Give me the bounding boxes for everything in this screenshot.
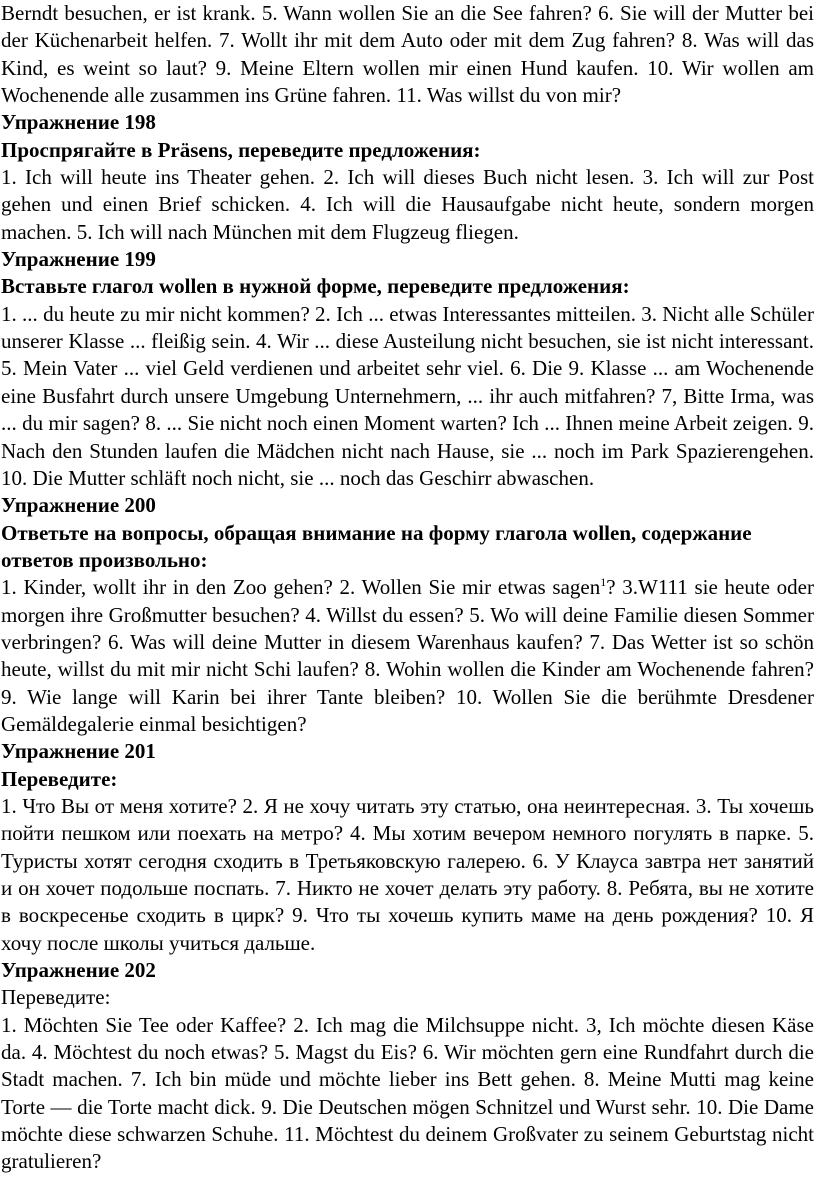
exercise-199-text: 1. ... du heute zu mir nicht kommen? 2. Ich ... etwas Interessantes mitteilen. 3. Nicht alle Schüler unserer Klasse ... fleißig sein. 4. Wir ... diese Austeilung nicht besuchen, sie ist nicht interessant. 5. Mein Vater ... viel Geld verdienen und arbeitet sehr viel. 6. Die 9. Klasse ... am Wochenende eine Busfahrt durch unsere Umgebung Unternehmern, ... ihr auch mitfahren? 7, Bitte Irma, was ... du mir sagen? 8. ... Sie nicht noch einen Moment warten? Ich ... Ihnen meine Arbeit zeigen. 9. Nach den Stunden laufen die Mädchen nicht nach Hause, sie ... noch im Park Spazierengehen. 10. Die Mutter schläft noch nicht, sie ... noch das Geschirr abwaschen.: [1, 301, 814, 490]
exercise-201-text: 1. Что Вы от меня хотите? 2. Я не хочу читать эту статью, она неинтересная. 3. Ты хочешь пойти пешком или поехать на метро? 4. Мы хотим вечером немного погулять в парке. 5. Туристы хотят сегодня сходить в Третьяковскую галерею. 6. У Клауса завтра нет занятий и он хочет подольше поспать. 7. Никто не хочет делать эту работу. 8. Ребята, вы не хотите в воскресенье сходить в цирк? 9. Что ты хочешь купить маме на день рождения? 10. Я хочу после школы учиться дальше.: [1, 793, 814, 955]
exercise-200-text-part-b: ? 3.W111 sie heute oder morgen ihre Großmutter besuchen? 4. Willst du essen? 5. Wo will deine Familie diesen Sommer verbringen? 6. Was will deine Mutter in diesem Warenhaus kaufen? 7. Das Wetter ist so schön heute, willst du mit mir nicht Schi laufen? 8. Wohin wollen die Kinder am Wochenende fahren? 9. Wie lange will Karin bei ihrer Tante bleiben? 10. Wollen Sie die berühmte Dresdener Gemäldegalerie einmal besichtigen?: [1, 575, 814, 736]
exercise-198-text: 1. Ich will heute ins Theater gehen. 2. Ich will dieses Buch nicht lesen. 3. Ich will zur Post gehen und einen Brief schicken. 4. Ich will die Hausaufgabe nicht heute, sondern morgen machen. 5. Ich will nach München mit dem Flugzeug fliegen.: [1, 165, 814, 244]
intro-paragraph: Berndt besuchen, er ist krank. 5. Wann wollen Sie an die See fahren? 6. Sie will der Mutter bei der Küchenarbeit helfen. 7. Wollt ihr mit dem Auto oder mit dem Zug fahren? 8. Was will das Kind, es weint so laut? 9. Meine Eltern wollen mir einen Hund kaufen. 10. Wir wollen am Wochenende alle zusammen ins Grüne fahren. 11. Was willst du von mir?: [1, 1, 814, 108]
exercise-202-heading: Упражнение 202: [1, 958, 156, 983]
exercise-200-instruction: Ответьте на вопросы, обращая внимание на форму глагола wollen, содержание ответов произвольно:: [1, 520, 752, 572]
exercise-202-text: 1. Möchten Sie Tee oder Kaffee? 2. Ich mag die Milchsuppe nicht. 3, Ich möchte diesen Käse da. 4. Möchtest du noch etwas? 5. Magst du Eis? 6. Wir möchten gern eine Rundfahrt durch die Stadt machen. 7. Ich bin müde und möchte lieber ins Bett gehen. 8. Meine Mutti mag keine Torte — die Torte macht dick. 9. Die Deutschen mögen Schnitzel und Wurst sehr. 10. Die Dame möchte diese schwarzen Schuhe. 11. Möchtest du deinem Großvater zu seinem Geburtstag nicht gratulieren?: [1, 1012, 814, 1174]
exercise-201-heading: Упражнение 201: [1, 739, 156, 764]
exercise-202-instruction: Переведите:: [1, 985, 111, 1010]
exercise-200-text-part-a: 1. Kinder, wollt ihr in den Zoo gehen? 2. Wollen Sie mir etwas sagen: [1, 575, 601, 600]
exercise-198-heading: Упражнение 198: [1, 110, 156, 135]
exercise-199-instruction: Вставьте глагол wollen в нужной форме, переведите предложения:: [1, 274, 630, 299]
exercise-200-heading: Упражнение 200: [1, 493, 156, 518]
footnote-mark: 1: [600, 575, 607, 590]
exercise-200-text: [1, 574, 814, 738]
exercise-201-instruction: Переведите:: [1, 766, 118, 791]
exercise-199-heading: Упражнение 199: [1, 247, 156, 272]
exercise-198-instruction: Проспрягайте в Präsens, переведите предложения:: [1, 137, 481, 162]
